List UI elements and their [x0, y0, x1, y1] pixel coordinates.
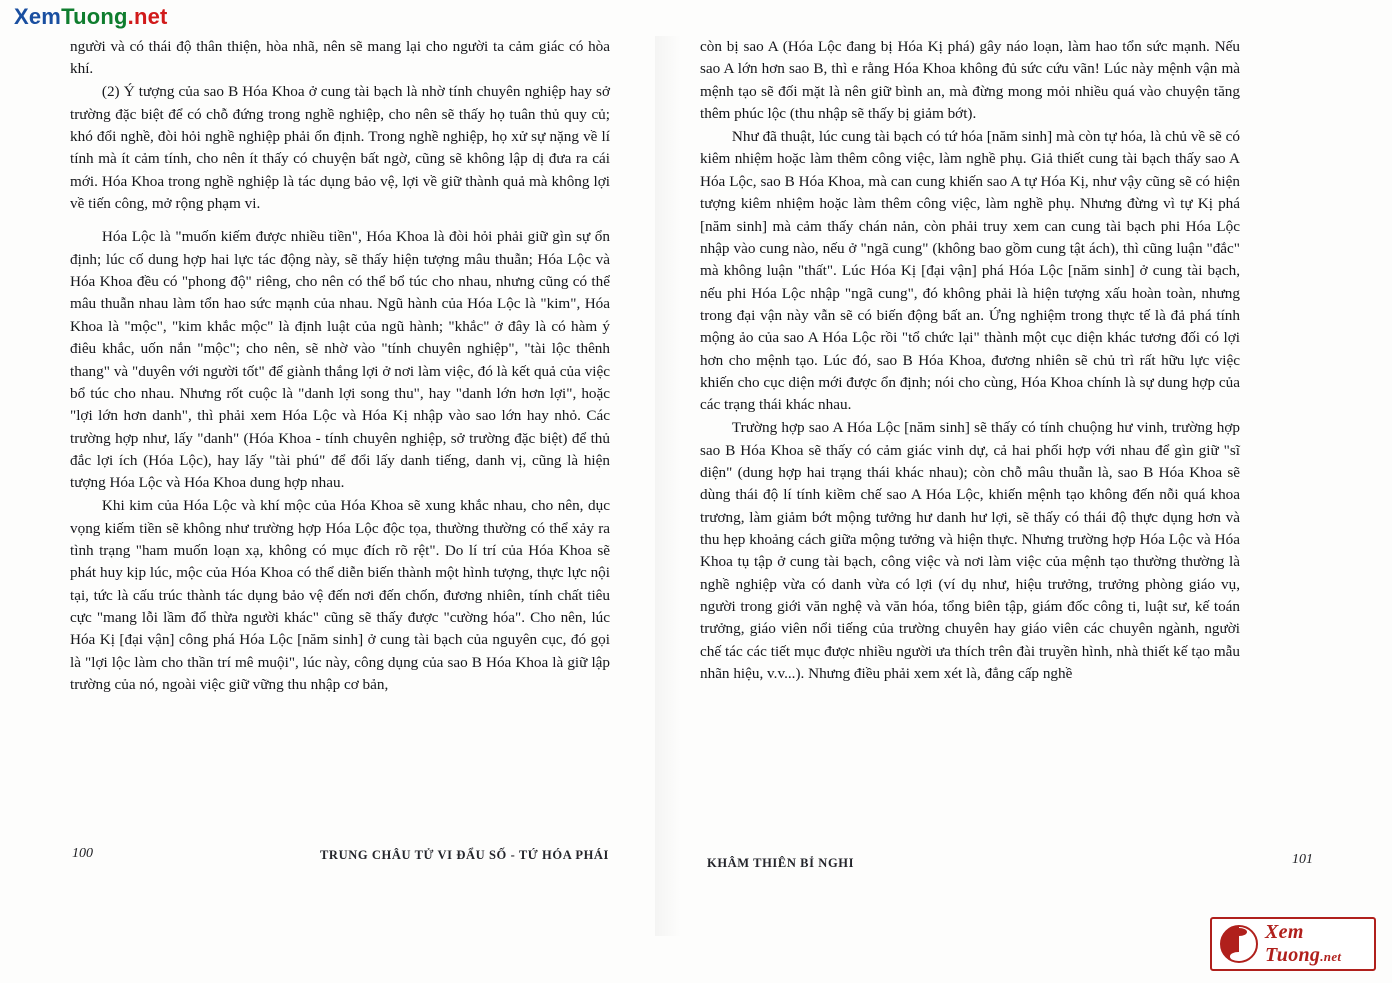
paragraph: Hóa Lộc là "muốn kiếm được nhiều tiền", Hóa Khoa là đòi hỏi phải giữ gìn sự ổn định; lúc cố dung hợp hai lực tác động này, sẽ thấy hiện tượng mâu thuẫn; Hóa Lộc và Hóa Khoa đều có "phong độ" riêng, cho nên có thể bổ túc cho nhau, nhưng cũng có thể mâu thuẫn nhau làm tổn hao sức mạnh của nhau. Ngũ hành của Hóa Lộc là "kim", Hóa Khoa là "mộc", "kim khắc mộc" là định luật của ngũ hành; "khắc" ở đây là có hàm ý điêu khắc, uốn nắn "mộc"; cho nên, sẽ nhờ vào "tính chuyên nghiệp", "tài lộc thênh thang" và "duyên với người tốt" để giành thắng lợi ở nơi làm việc, đó là kết quả của việc bổ túc cho nhau. Nhưng rốt cuộc là "danh lợi song thu", hay "danh lớn hơn lợi", hoặc "lợi lớn hơn danh", thì phải xem Hóa Lộc và Hóa Kị nhập vào sao lớn hay nhỏ. Các trường hợp như, lấy "danh" (Hóa Khoa - tính chuyên nghiệp, sở trường đặc biệt) để thủ đắc lợi ích (Hóa Lộc), hay lấy "tài phú" để đổi lấy danh tiếng, danh vị, cũng là hiện tượng Hóa Lộc và Hóa Khoa dung hợp nhau.: [70, 228, 610, 492]
yin-yang-icon: [1220, 925, 1258, 963]
page-number-left: 100: [72, 846, 93, 861]
logo-name: Xem Tuong: [1265, 921, 1321, 966]
running-head-right: KHÂM THIÊN BỈ NGHI: [707, 856, 855, 870]
paragraph: Trường hợp sao A Hóa Lộc [năm sinh] sẽ thấy có tính chuộng hư vinh, trường hợp sao B Hóa Khoa sẽ thấy có cảm giác vinh dự, cả hai phối hợp với nhau để gìn giữ "sĩ diện" (dung hợp hai trạng thái khác nhau); còn chỗ mâu thuẫn là, sao B Hóa Khoa sẽ dùng thái độ lí tính kiềm chế sao A Hóa Lộc, khiến mệnh tạo không đến nỗi quá khoa trương, làm giảm bớt mộng tưởng hư danh hư lợi, sẽ thấy có thái độ thực dụng hơn và thu hẹp khoảng cách giữa mộng tưởng và hiện thực. Nhưng trường hợp Hóa Lộc và Hóa Khoa tụ tập ở cung tài bạch, công việc và nơi làm việc của mệnh tạo thường thường là nghề nghiệp vừa có danh vừa có lợi (ví dụ như, hiệu trưởng, trưởng phòng giáo vụ, người trong giới văn nghệ và văn hóa, tổng biên tập, giám đốc công ti, luật sư, kế toán trưởng, giáo viên nổi tiếng của trường chuyên hay giáo viên các chuyên ngành, người chế tác các tiết mục được nhiều người ưa thích trên đài truyền hình, nhà thiết kế tạo mẫu nhãn hiệu, v.v...). Nhưng điều phải xem xét là, đẳng cấp nghề: [700, 419, 1240, 683]
logo-domain: .net: [1320, 949, 1342, 964]
watermark-part-tuong: Tuong: [61, 4, 128, 29]
site-logo-watermark: [1210, 917, 1376, 971]
paragraph: còn bị sao A (Hóa Lộc đang bị Hóa Kị phá) gây náo loạn, làm hao tổn sức mạnh. Nếu sao A lớn hơn sao B, thì e rằng Hóa Khoa không đủ sức cứu vãn! Lúc này mệnh vận mà mệnh tạo sẽ đối mặt là nên giữ bình an, mà đừng mong mỏi nhiều quá vào chuyện tăng thêm phúc lộc (thu nhập sẽ thấy bị giảm bớt).: [700, 38, 1240, 123]
right-page-text-column: [700, 36, 1240, 686]
page-number-right: 101: [1292, 852, 1313, 867]
site-watermark-top: [14, 4, 168, 30]
paragraph: Như đã thuật, lúc cung tài bạch có tứ hóa [năm sinh] mà còn tự hóa, là chủ về sẽ có kiêm nhiệm hoặc làm thêm công việc, làm nghề phụ. Giả thiết cung tài bạch thấy sao A Hóa Lộc, sao B Hóa Khoa, mà can cung khiến sao A tự Hóa Kị, như vậy cũng sẽ có hiện tượng kiêm nhiệm hoặc làm thêm công việc, làm nghề phụ. Nhưng đừng vì tự Kị phá [năm sinh] mà cảm thấy chán nản, còn phải truy xem can cung tài bạch phi Hóa Lộc nhập vào cung nào, nếu ở "ngã cung" (không bao gồm cung tật ách), thì cũng luận "đắc" mà không luận "thất". Lúc Hóa Kị [đại vận] phá Hóa Lộc [năm sinh] ở cung tài bạch, nếu phi Hóa Lộc nhập "ngã cung", đó không phải là hiện tượng xấu hoàn toàn, nhưng trong đại vận này vẫn sẽ có biến động bất an. Ứng nghiệm trong thực tế là đả phá tính mộng ảo của sao A Hóa Lộc rồi "tổ chức lại" thành một cục diện khác tương đối có lợi hơn cho mệnh tạo. Lúc đó, sao B Hóa Khoa, đương nhiên sẽ chủ trì rất hữu lực việc khiến cho cục diện mới được ổn định; nói cho cùng, Hóa Khoa chính là sự dung hợp của các trạng thái khác nhau.: [700, 128, 1240, 414]
paragraph: Khi kim của Hóa Lộc và khí mộc của Hóa Khoa sẽ xung khắc nhau, cho nên, dục vọng kiếm tiền sẽ không như trường hợp Hóa Lộc độc tọa, thường thường có thể xảy ra tình trạng "ham muốn loạn xạ, không có mục đích rõ rệt". Do lí trí của Hóa Khoa sẽ phát huy kịp lúc, mộc của Hóa Khoa có thể diễn biến thành một hình tượng, thực lực nội tại, tức là cấu trúc thành tác dụng bảo vệ đến nơi đến chốn, đương nhiên, tính chất tiêu cực "mang lỗi lầm đổ thừa người khác" cũng sẽ thấy được "cường hóa". Cho nên, lúc Hóa Kị [đại vận] công phá Hóa Lộc [năm sinh] ở cung tài bạch của nguyên cục, đó gọi là "lợi lộc làm cho thần trí mê muội", lúc này, công dụng của sao B Hóa Khoa là giữ lập trường của nó, ngoài việc giữ vững thu nhập cơ bản,: [70, 497, 610, 694]
paragraph: (2) Ý tượng của sao B Hóa Khoa ở cung tài bạch là nhờ tính chuyên nghiệp hay sở trường đặc biệt để có chỗ đứng trong nghề nghiệp, cho nên sẽ thấy họ tuân thủ quy củ; khó đổi nghề, đòi hỏi nghề nghiệp phải ổn định. Trong nghề nghiệp, họ xử sự nặng về lí tính mà ít cảm tính, cho nên ít thấy có chuyện bất ngờ, cũng sẽ không lập dị đưa ra cái mới. Hóa Khoa trong nghề nghiệp là tác dụng bảo vệ, lợi về giữ thành quả mà không lợi về tiến công, mở rộng phạm vi.: [70, 83, 610, 213]
running-head-left: TRUNG CHÂU TỬ VI ĐẨU SỐ - TỨ HÓA PHÁI: [320, 848, 610, 862]
watermark-part-xem: Xem: [14, 4, 62, 29]
book-spread: [0, 36, 1392, 946]
paragraph: người và có thái độ thân thiện, hòa nhã, nên sẽ mang lại cho người ta cảm giác có hòa khí.: [70, 38, 610, 78]
watermark-part-domain: .net: [127, 4, 168, 29]
logo-text: [1265, 921, 1374, 967]
left-page-text-column: [70, 36, 610, 697]
